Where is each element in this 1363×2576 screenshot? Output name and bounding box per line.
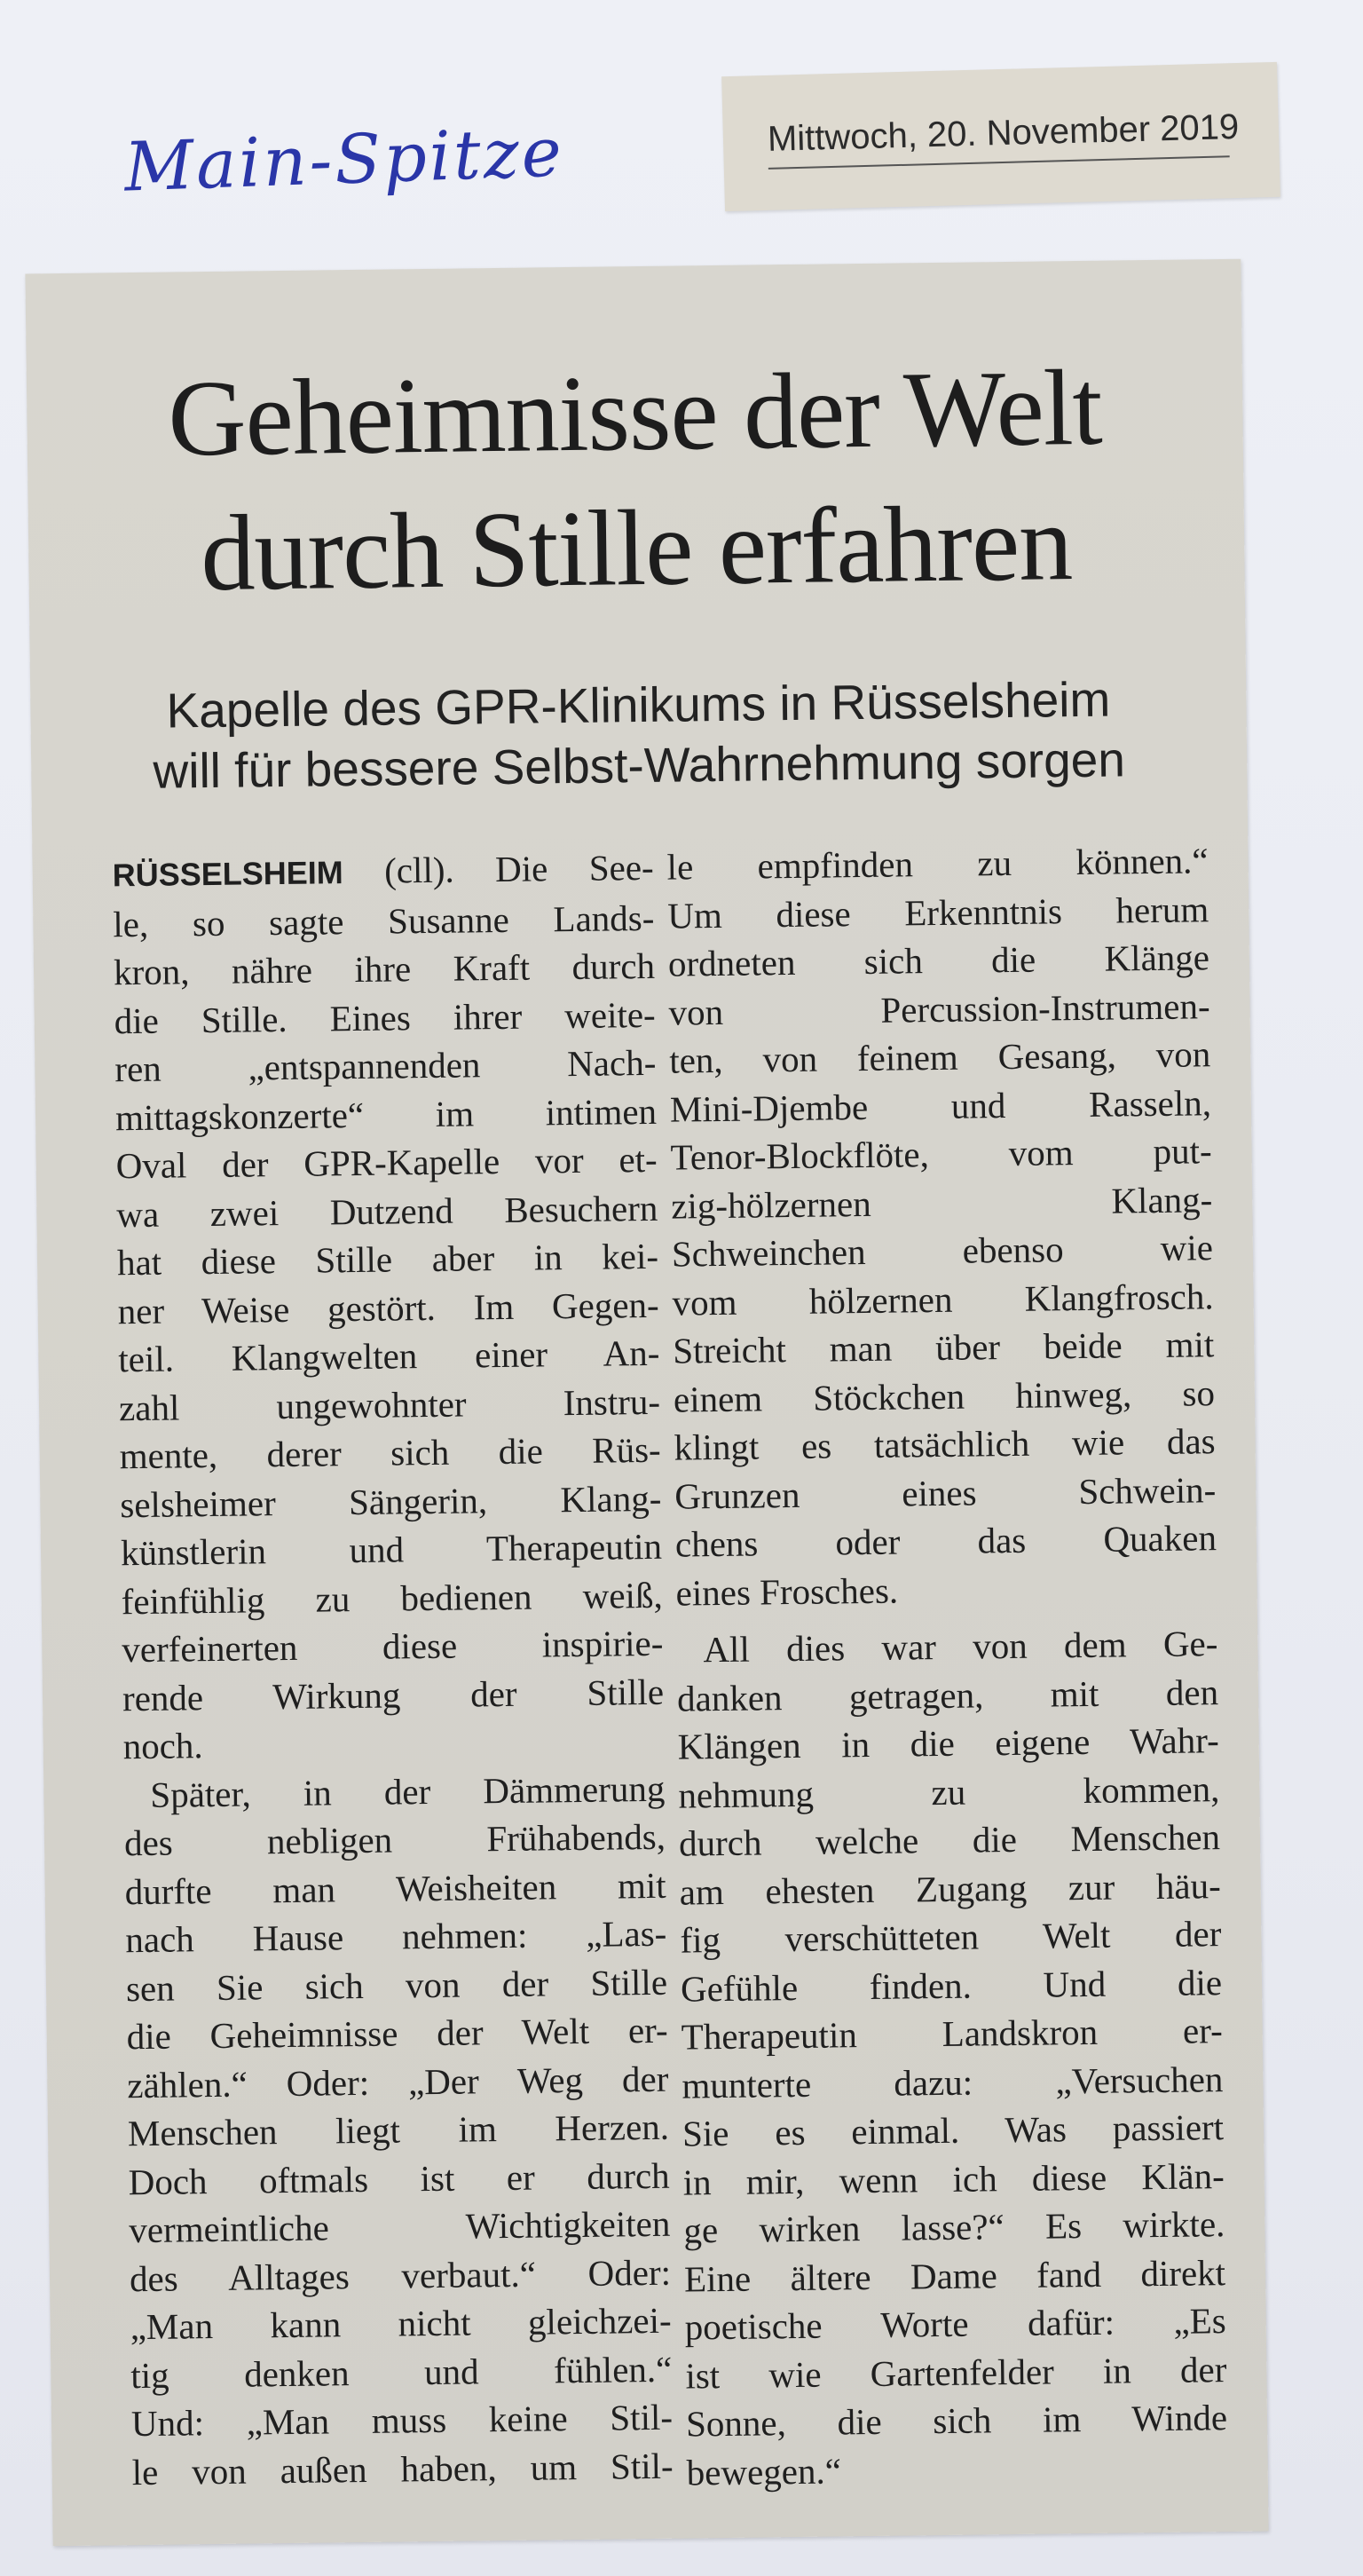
article-line: Eine ältere Dame fand direkt (683, 2251, 1226, 2300)
subheadline-line-2: will für bessere Selbst-Wahrnehmung sorgen (153, 731, 1126, 799)
article-line: hat diese Stille aber in kei- (116, 1235, 659, 1284)
article-line: zählen.“ Oder: „Der Weg der (127, 2058, 669, 2106)
article-line: vermeintliche Wichtigkeiten (129, 2202, 671, 2251)
article-line: teil. Klangwelten einer An- (118, 1331, 660, 1380)
article-line: Doch oftmals ist er durch (128, 2154, 670, 2202)
article-line: Mini-Djembe und Rasseln, (669, 1081, 1212, 1130)
article-line: Therapeutin Landskron er- (681, 2010, 1223, 2058)
article-line: poetische Worte dafür: „Es (684, 2300, 1226, 2348)
article-line: Grunzen eines Schwein- (674, 1468, 1217, 1517)
article-line: fig verschütteten Welt der (680, 1913, 1222, 1961)
article-line: Später, in der Dämmerung (150, 1767, 666, 1815)
article-line: durch welche die Menschen (678, 1816, 1221, 1864)
headline (27, 339, 1246, 624)
subheadline (30, 668, 1248, 803)
article-line: All dies war von dem Ge- (703, 1623, 1218, 1671)
article-line: ten, von feinem Gesang, von (669, 1033, 1211, 1081)
article-line: ge wirken lasse?“ Es wirkte. (683, 2203, 1225, 2251)
article-line: Tenor-Blockflöte, vom put- (670, 1130, 1212, 1178)
article-line: feinfühlig zu bedienen weiß, (121, 1574, 663, 1622)
article-line: mente, derer sich die Rüs- (119, 1428, 661, 1477)
article-line: einem Stöckchen hinweg, so (673, 1371, 1216, 1420)
article-line: Sie es einmal. Was passiert (682, 2106, 1225, 2154)
article-line: ordneten sich die Klänge (667, 936, 1210, 984)
article-line: sen Sie sich von der Stille (125, 1961, 668, 2009)
article-line: rende Wirkung der Stille (122, 1671, 665, 1719)
article-line: Gefühle finden. Und die (680, 1961, 1223, 2010)
date-clipping (721, 62, 1280, 211)
article-line: die Geheimnisse der Welt er- (126, 2009, 668, 2058)
article-line: tig denken und fühlen.“ (130, 2348, 673, 2396)
article-line: ner Weise gestört. Im Gegen- (117, 1284, 659, 1331)
article-line: le empfinden zu können.“ (666, 840, 1209, 888)
article-line: Klängen in die eigene Wahr- (677, 1719, 1219, 1767)
article-line: bewegen.“ (686, 2449, 842, 2493)
article-line: chens oder das Quaken (674, 1517, 1217, 1565)
dateline: RÜSSELSHEIM (112, 854, 343, 894)
article-line: klingt es tatsächlich wie das (674, 1420, 1216, 1468)
article-line: danken getragen, mit den (676, 1671, 1219, 1719)
article-line: Streicht man über beide mit (673, 1324, 1215, 1371)
article-line: ist wie Gartenfelder in der (685, 2348, 1227, 2397)
article-line: Um diese Erkenntnis herum (667, 888, 1209, 936)
article-line: nehmung zu kommen, (678, 1767, 1220, 1816)
article-line: „Man kann nicht gleichzei- (130, 2299, 672, 2348)
article-column-right (666, 836, 1228, 2496)
article-line: in mir, wenn ich diese Klän- (682, 2154, 1225, 2203)
article-line: eines Frosches. (675, 1569, 899, 1614)
article-line: künstlerin und Therapeutin (120, 1525, 663, 1574)
subheadline-line-1: Kapelle des GPR-Klinikums in Rüsselsheim (166, 671, 1111, 739)
article-line: Oval der GPR-Kapelle vor et- (115, 1138, 658, 1187)
article-line: die Stille. Eines ihrer weite- (114, 993, 656, 1041)
publication-date: Mittwoch, 20. November 2019 (767, 107, 1240, 159)
article-line: von Percussion-Instrumen- (668, 984, 1210, 1033)
article-line: mittagskonzerte“ im intimen (114, 1090, 658, 1138)
article-line: zig-hölzernen Klang- (671, 1178, 1213, 1227)
article-line: noch. (122, 1725, 203, 1767)
article-line: Sonne, die sich im Winde (685, 2397, 1228, 2445)
newspaper-clipping (25, 259, 1268, 2547)
article-line: zahl ungewohnter Instru- (118, 1380, 661, 1428)
article-line: wa zwei Dutzend Besuchern (116, 1187, 658, 1235)
article-line: des Alltages verbaut.“ Oder: (129, 2251, 672, 2299)
article-line (112, 843, 654, 900)
article-line: am ehesten Zugang zur häu- (679, 1864, 1221, 1913)
article-line: selsheimer Sängerin, Klang- (120, 1477, 662, 1525)
article-line: nach Hause nehmen: „Las- (125, 1912, 667, 1961)
headline-line-1: Geheimnisse der Welt (167, 347, 1103, 479)
article-line-text: (cll). Die See- (343, 846, 654, 892)
article-line: munterte dazu: „Versuchen (682, 2058, 1224, 2106)
article-column-left (112, 843, 674, 2496)
article-line: vom hölzernen Klangfrosch. (672, 1275, 1214, 1324)
article-line: le, so sagte Susanne Lands- (113, 897, 655, 944)
headline-line-2: durch Stille erfahren (200, 483, 1073, 614)
article-line: verfeinerten diese inspirie- (122, 1622, 664, 1671)
article-line: kron, nähre ihre Kraft durch (113, 944, 656, 993)
handwritten-source-note: Main-Spitze (122, 112, 566, 207)
article-line: le von außen haben, um Stil- (131, 2445, 674, 2493)
article-line: Und: „Man muss keine Stil- (130, 2396, 674, 2445)
article-line: durfte man Weisheiten mit (124, 1864, 666, 1912)
article-line: Menschen liegt im Herzen. (127, 2106, 670, 2154)
article-line: des nebligen Frühabends, (123, 1815, 666, 1864)
article-line: ren „entspannenden Nach- (114, 1041, 657, 1090)
article-line: Schweinchen ebenso wie (671, 1227, 1214, 1275)
